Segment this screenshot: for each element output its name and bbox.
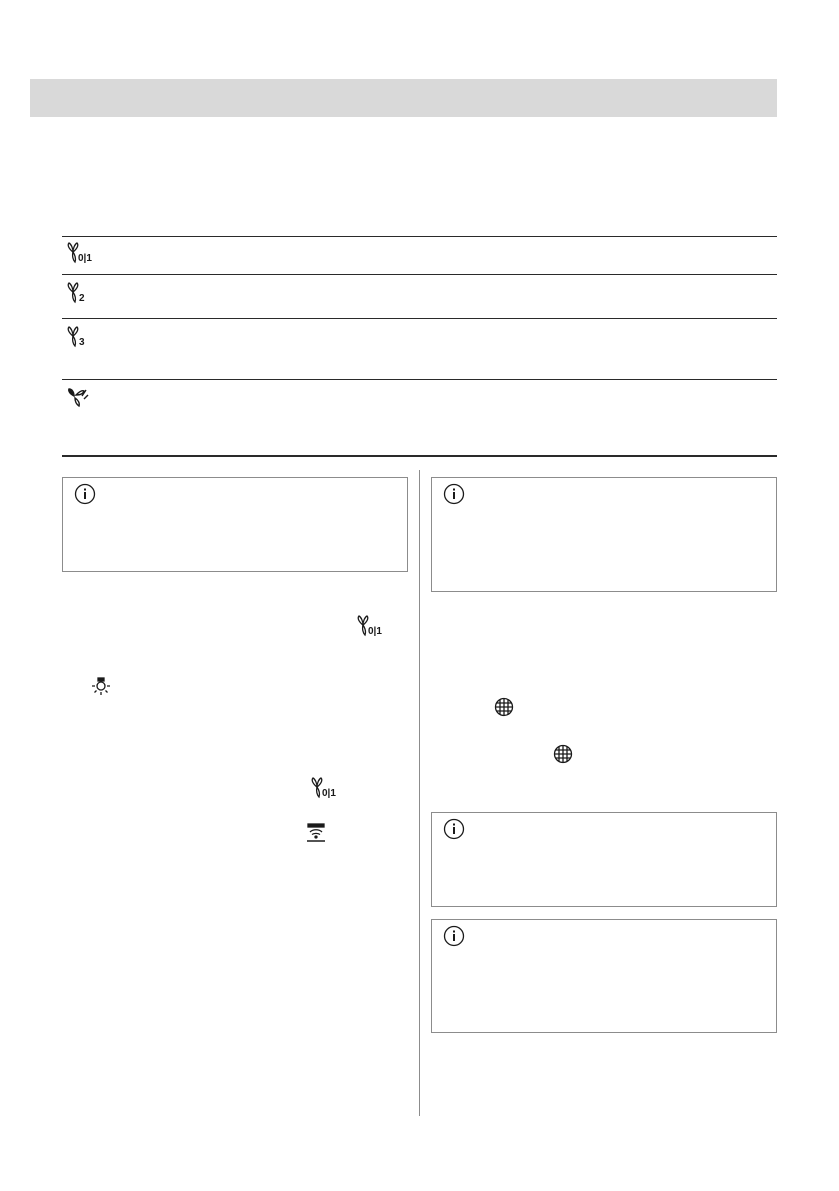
info-note-box (431, 477, 777, 592)
info-icon (443, 818, 465, 845)
fan-speed-0-1-icon (64, 241, 104, 270)
info-note-box (62, 477, 408, 572)
info-note-box (431, 812, 777, 907)
inline-fan-label: 0|1 (322, 788, 336, 799)
fan-speed-2-icon (64, 281, 104, 310)
section-header-bar (30, 79, 777, 117)
info-icon (443, 483, 465, 510)
info-icon (74, 483, 96, 510)
table-rule (62, 274, 777, 275)
info-icon (443, 925, 465, 952)
fan-row-3-label: 3 (79, 337, 85, 348)
table-rule-top (62, 236, 777, 237)
info-note-box (431, 919, 777, 1033)
hob-connection-icon (305, 823, 327, 848)
fan-speed-0-1-icon (354, 614, 394, 643)
fan-row-2-label: 2 (79, 293, 85, 304)
grid-globe-icon (493, 696, 515, 723)
column-divider (419, 470, 420, 1116)
table-rule (62, 379, 777, 380)
table-rule (62, 318, 777, 319)
fan-speed-3-icon (64, 325, 104, 354)
grid-globe-icon (552, 743, 574, 770)
light-icon (89, 676, 113, 705)
table-rule-bottom (62, 455, 777, 457)
fan-row-1-label: 0|1 (78, 253, 92, 264)
inline-fan-label: 0|1 (368, 626, 382, 637)
fan-speed-0-1-icon (308, 776, 348, 805)
fan-boost-icon (66, 386, 92, 415)
